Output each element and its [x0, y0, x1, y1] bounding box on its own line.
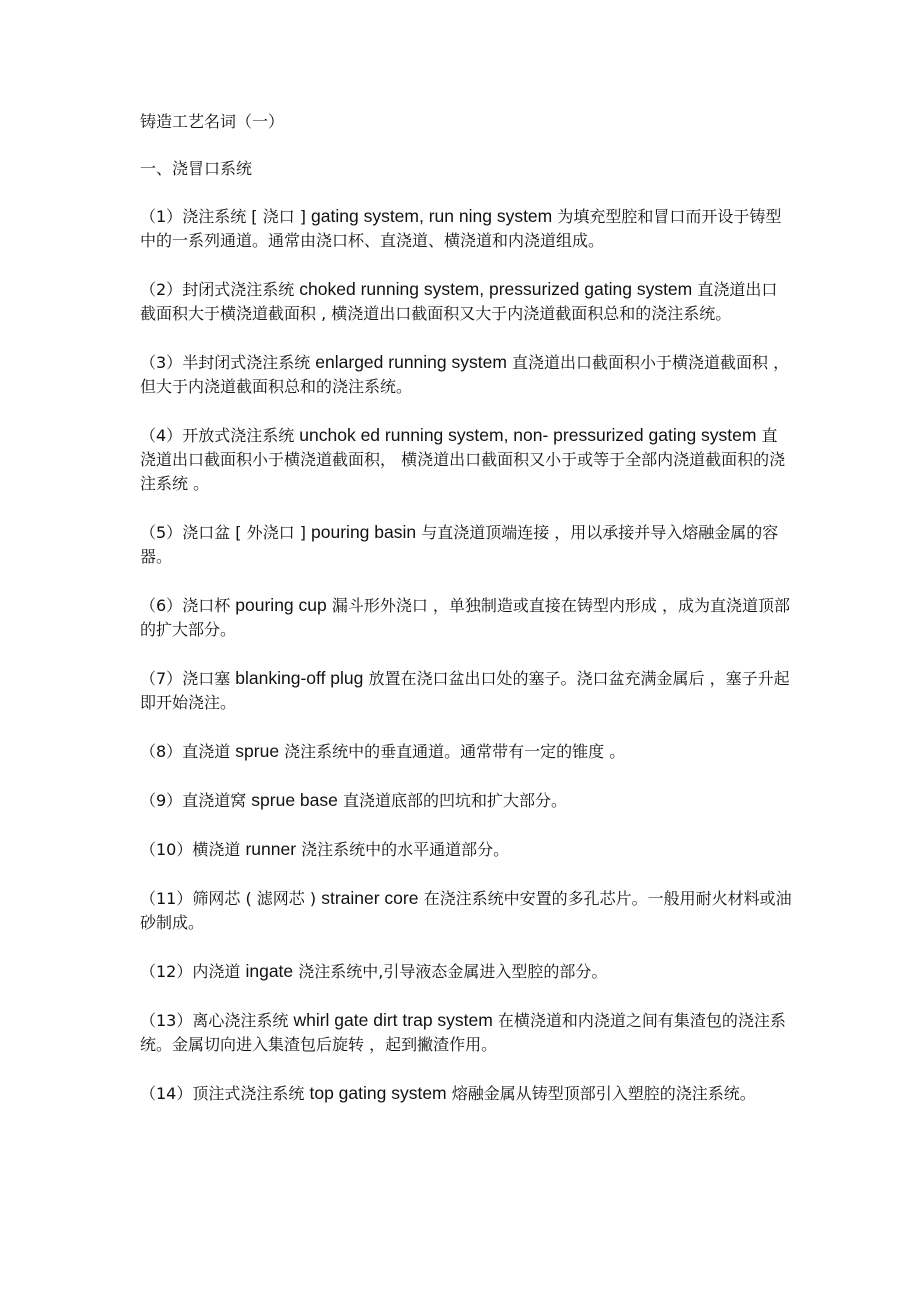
glossary-entry — [140, 739, 792, 764]
entry-definition: 浇注系统中的垂直通道。通常带有一定的锥度 。 — [279, 742, 626, 761]
glossary-entry — [140, 520, 792, 569]
entry-term: 浇口杯 — [182, 596, 236, 615]
entry-definition: 漏斗形外浇口 ，单独制造或直接在铸型内形成 ，成为直浇道顶部的扩大部分。 — [140, 596, 791, 639]
entry-english-term: runner — [245, 839, 297, 859]
entry-term: 半封闭式浇注系统 — [182, 353, 316, 372]
entry-term: 浇注系统 [ 浇口 ] — [182, 207, 312, 226]
glossary-entry — [140, 1081, 792, 1106]
entry-definition: 直浇道出口截面积小于横浇道截面积， 横浇道出口截面积又小于或等于全部内浇道截面积的浇注系统 。 — [140, 426, 786, 493]
entry-number: （9） — [140, 791, 183, 810]
entry-term: 浇口塞 — [182, 669, 236, 688]
entry-list — [140, 204, 792, 1106]
entry-number: （4） — [140, 426, 183, 445]
entry-definition: 为填充型腔和冒口而开设于铸型中的一系列通道。通常由浇口杯、直浇道、横浇道和内浇道组成。 — [140, 207, 782, 250]
document-title: 铸造工艺名词（一） — [140, 112, 285, 131]
entry-term: 开放式浇注系统 — [182, 426, 300, 445]
entry-definition: 直浇道底部的凹坑和扩大部分。 — [337, 791, 567, 810]
glossary-entry — [140, 959, 792, 984]
glossary-entry — [140, 423, 792, 496]
entry-number: （2） — [140, 280, 183, 299]
entry-number: （6） — [140, 596, 183, 615]
entry-term: 离心浇注系统 — [192, 1011, 294, 1030]
entry-english-term: pouring basin — [311, 522, 417, 542]
entry-term: 顶注式浇注系统 — [192, 1084, 310, 1103]
glossary-entry — [140, 837, 792, 862]
entry-english-term: sprue — [235, 741, 280, 761]
entry-term: 直浇道窝 — [182, 791, 252, 810]
entry-english-term: gating system, run ning system — [311, 206, 553, 226]
entry-term: 封闭式浇注系统 — [182, 280, 300, 299]
entry-number: （14） — [140, 1084, 193, 1103]
entry-term: 浇口盆 [ 外浇口 ] — [182, 523, 312, 542]
entry-term: 内浇道 — [192, 962, 246, 981]
document-page — [140, 110, 792, 1130]
entry-term: 筛网芯 ( 滤网芯 ) — [192, 889, 322, 908]
glossary-entry — [140, 277, 792, 326]
glossary-entry — [140, 666, 792, 715]
entry-english-term: ingate — [245, 961, 294, 981]
entry-definition: 浇注系统中的水平通道部分。 — [296, 840, 510, 859]
glossary-entry — [140, 1008, 792, 1057]
entry-number: （10） — [140, 840, 193, 859]
entry-definition: 与直浇道顶端连接 ，用以承接并导入熔融金属的容器。 — [140, 523, 779, 566]
entry-definition: 浇注系统中,引导液态金属进入型腔的部分。 — [293, 962, 608, 981]
entry-definition: 熔融金属从铸型顶部引入塑腔的浇注系统。 — [446, 1084, 756, 1103]
entry-definition: 在横浇道和内浇道之间有集渣包的浇注系统。金属切向进入集渣包后旋转 ，起到撇渣作用。 — [140, 1011, 786, 1054]
entry-english-term: strainer core — [321, 888, 419, 908]
glossary-entry — [140, 886, 792, 935]
entry-term: 横浇道 — [192, 840, 246, 859]
entry-english-term: unchok ed running system, non- pressurized gating system — [299, 425, 757, 445]
entry-english-term: choked running system, pressurized gating system — [299, 279, 693, 299]
entry-number: （13） — [140, 1011, 193, 1030]
entry-definition: 放置在浇口盆出口处的塞子。浇口盆充满金属后 ，塞子升起即开始浇注。 — [140, 669, 790, 712]
entry-definition: 在浇注系统中安置的多孔芯片。一般用耐火材料或油砂制成。 — [140, 889, 792, 932]
entry-number: （8） — [140, 742, 183, 761]
entry-english-term: pouring cup — [235, 595, 327, 615]
entry-number: （1） — [140, 207, 183, 226]
entry-english-term: whirl gate dirt trap system — [293, 1010, 493, 1030]
glossary-entry — [140, 350, 792, 399]
entry-english-term: enlarged running system — [315, 352, 507, 372]
glossary-entry — [140, 788, 792, 813]
entry-definition: 直浇道出口截面积小于横浇道截面积 ，但大于内浇道截面积总和的浇注系统。 — [140, 353, 790, 396]
entry-number: （5） — [140, 523, 183, 542]
entry-english-term: top gating system — [309, 1083, 447, 1103]
glossary-entry — [140, 593, 792, 642]
entry-definition: 直浇道出口截面积大于横浇道截面积 , 横浇道出口截面积又大于内浇道截面积总和的浇注系统。 — [140, 280, 778, 323]
entry-english-term: sprue base — [251, 790, 338, 810]
section-heading: 一、浇冒口系统 — [140, 159, 253, 178]
entry-number: （11） — [140, 889, 193, 908]
entry-number: （3） — [140, 353, 183, 372]
glossary-entry — [140, 204, 792, 253]
entry-english-term: blanking-off plug — [235, 668, 364, 688]
entry-number: （7） — [140, 669, 183, 688]
entry-number: （12） — [140, 962, 193, 981]
entry-term: 直浇道 — [182, 742, 236, 761]
